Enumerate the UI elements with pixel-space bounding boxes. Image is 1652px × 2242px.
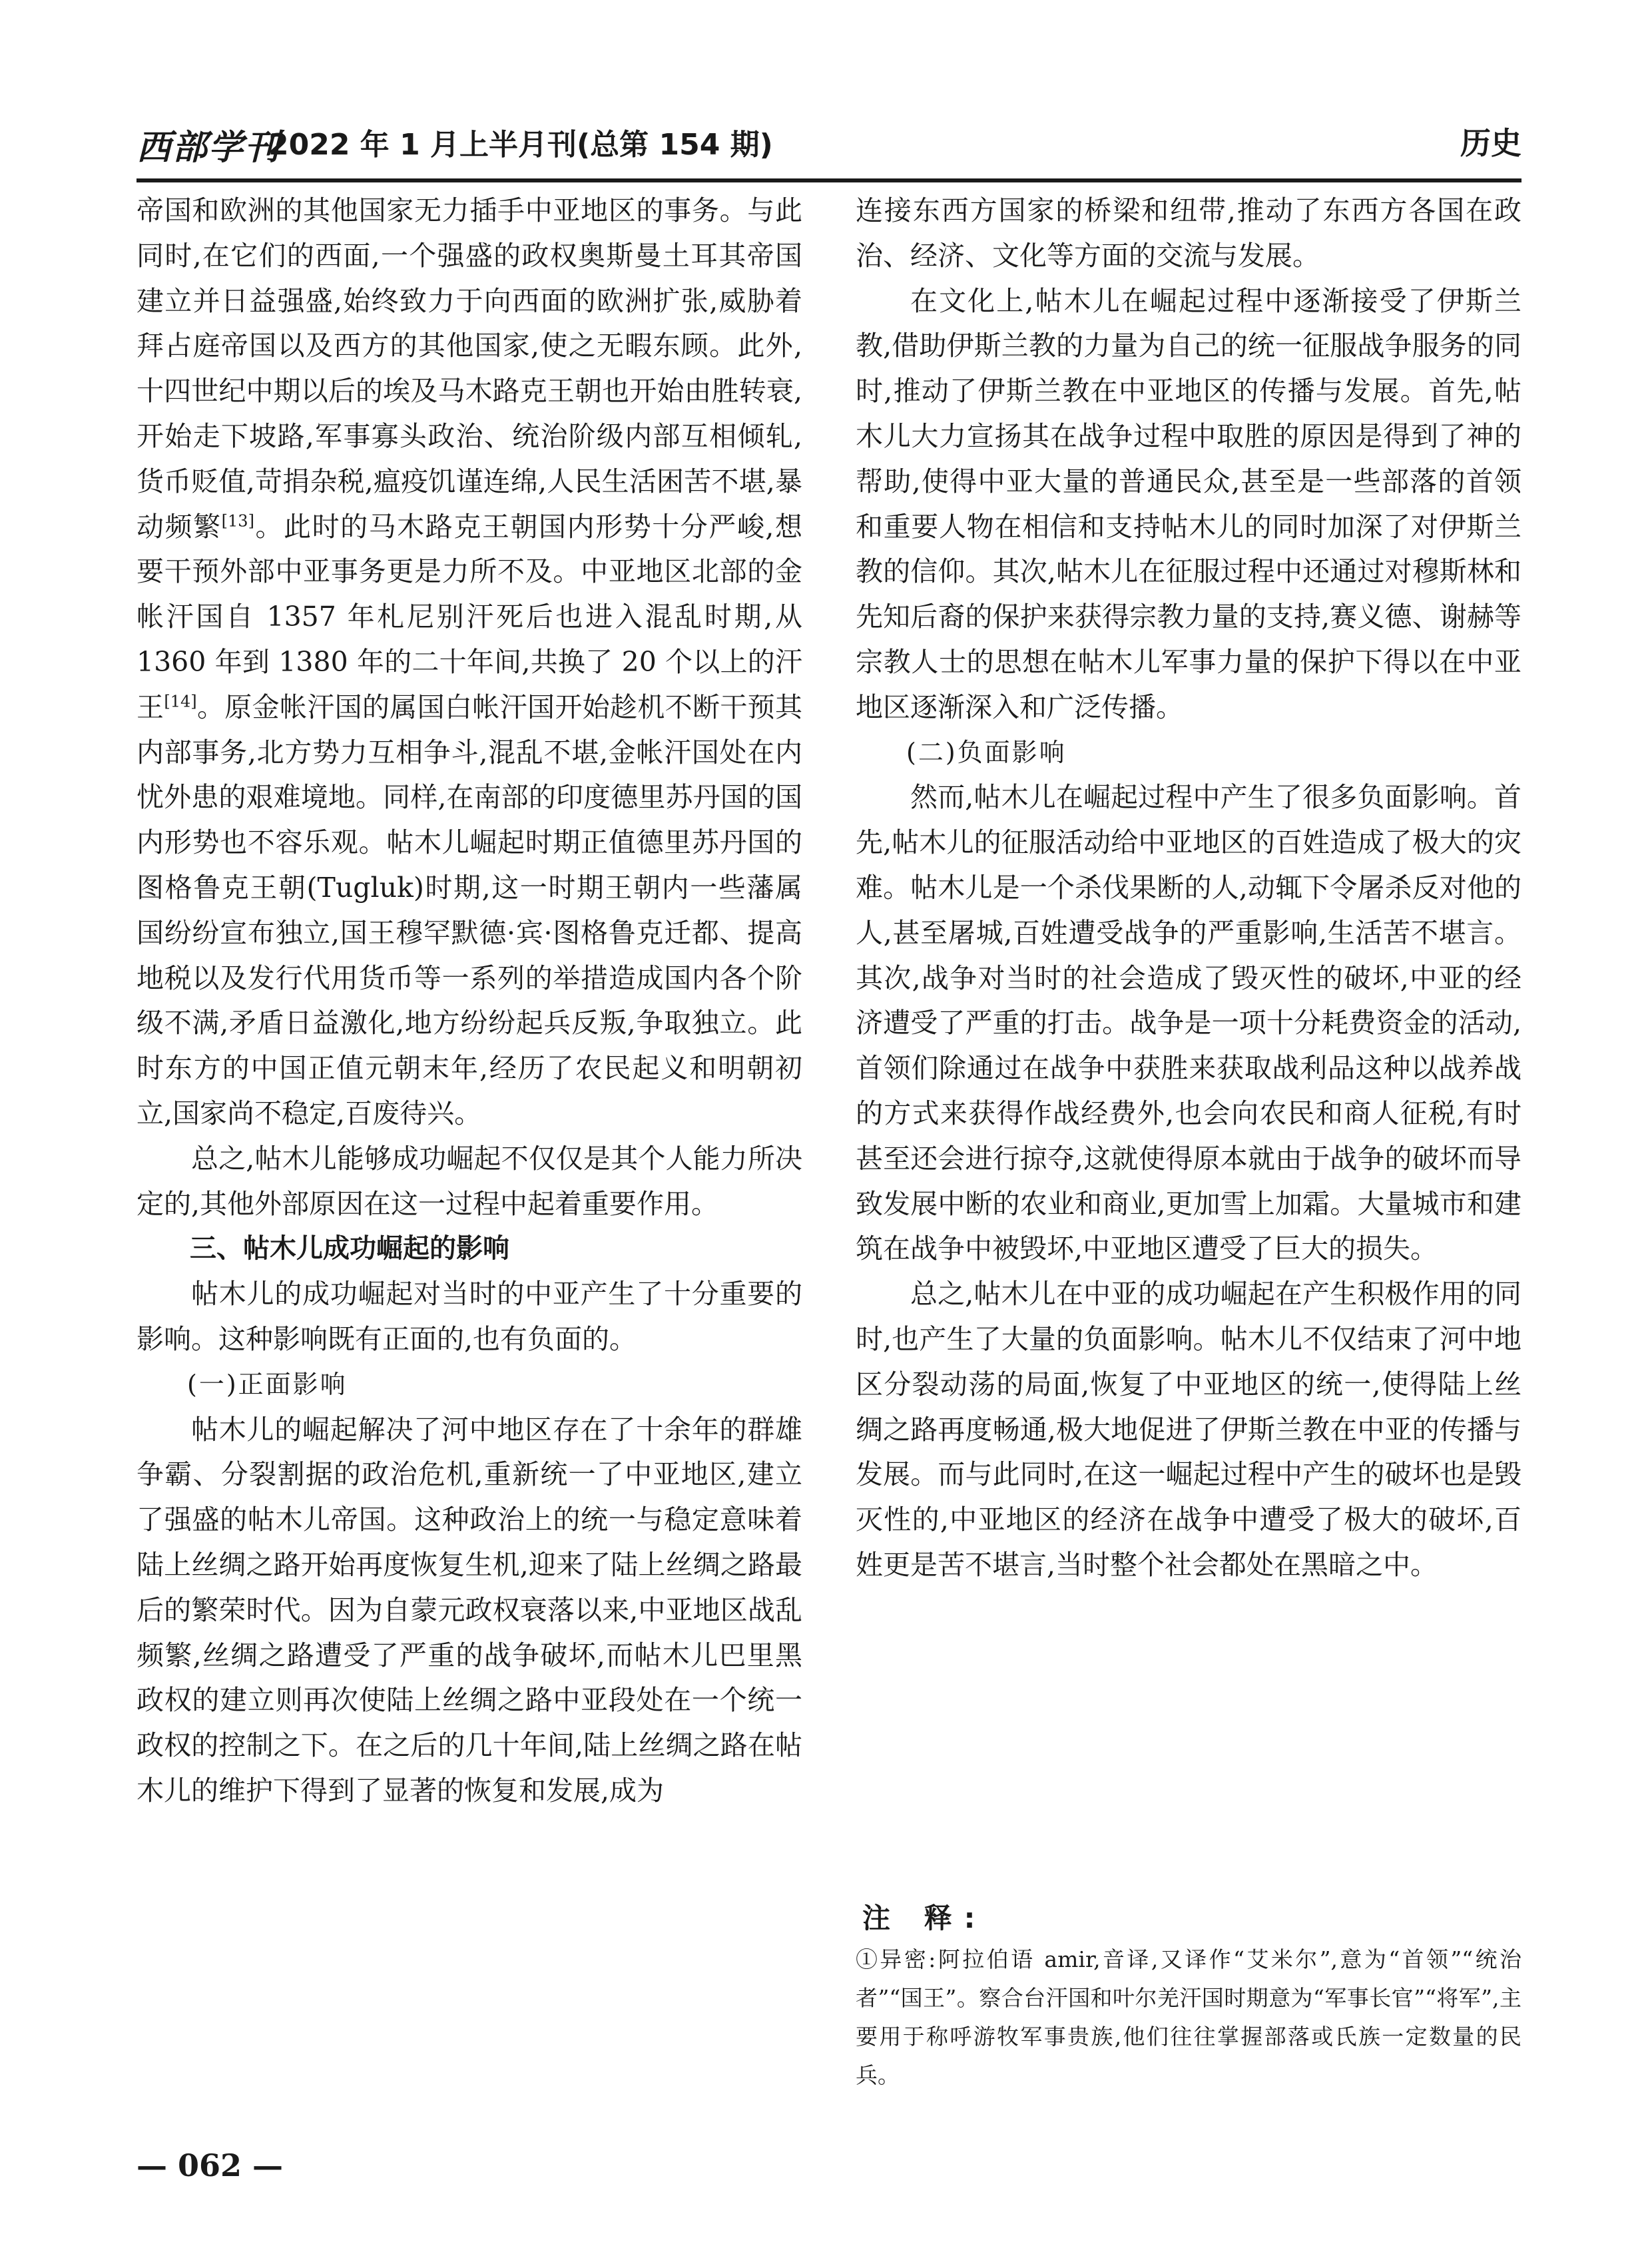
footnote-item: ①异密:阿拉伯语 amir,音译,又译作“艾米尔”,意为“首领”“统治者”“国王”。察合台汗国和叶尔羌汗国时期意为“军事长官”“将军”,主要用于称呼游牧军事贵族,他们往往掌握部落或氏族一定数量的民兵。 [856, 1946, 1521, 2088]
body-paragraph: 连接东西方国家的桥梁和纽带,推动了东西方各国在政治、经济、文化等方面的交流与发展。 [856, 194, 1521, 272]
subsection-heading: (一)正面影响 [187, 1369, 348, 1399]
footnotes [856, 1896, 1521, 2095]
section-tag: 历史 [1460, 125, 1521, 161]
citation: [13] [221, 511, 254, 530]
paragraph-text: 。原金帐汗国的属国白帐汗国开始趁机不断干预其内部事务,北方势力互相争斗,混乱不堪,金帐汗国处在内忧外患的艰难境地。同样,在南部的印度德里苏丹国的国内形势也不容乐观。帖木儿崛起时期正值德里苏丹国的图格鲁克王朝(Tugluk)时期,这一时期王朝内一些藩属国纷纷宣布独立,国王穆罕默德·宾·图格鲁克迁都、提高地税以及发行代用货币等一系列的举措造成国内各个阶级不满,矛盾日益激化,地方纷纷起兵反叛,争取独立。此时东方的中国正值元朝末年,经历了农民起义和明朝初立,国家尚不稳定,百废待兴。 [137, 691, 803, 1129]
citation: [14] [164, 692, 197, 711]
page-header [137, 110, 1521, 170]
paragraph-text: 。此时的马木路克王朝国内形势十分严峻,想要干预外部中亚事务更是力所不及。中亚地区北部的金帐汗国自 1357 年札尼别汗死后也进入混乱时期,从 1360 年到 1380 年的二十年间,共换了 20 个以上的汗王 [137, 510, 803, 723]
body-paragraph: 帖木儿的崛起解决了河中地区存在了十余年的群雄争霸、分裂割据的政治危机,重新统一了中亚地区,建立了强盛的帖木儿帝国。这种政治上的统一与稳定意味着陆上丝绸之路开始再度恢复生机,迎来了陆上丝绸之路最后的繁荣时代。因为自蒙元政权衰落以来,中亚地区战乱频繁,丝绸之路遭受了严重的战争破坏,而帖木儿巴里黑政权的建立则再次使陆上丝绸之路中亚段处在一个统一政权的控制之下。在之后的几十年间,陆上丝绸之路在帖木儿的维护下得到了显著的恢复和发展,成为 [137, 1413, 802, 1807]
header-rule [137, 178, 1521, 182]
notes-title: 注 释: [862, 1902, 987, 1934]
journal-logo: 西部学刊 [137, 127, 281, 168]
body-paragraph: 在文化上,帖木儿在崛起过程中逐渐接受了伊斯兰教,借助伊斯兰教的力量为自己的统一征服战争服务的同时,推动了伊斯兰教在中亚地区的传播与发展。首先,帖木儿大力宣扬其在战争过程中取胜的原因是得到了神的帮助,使得中亚大量的普通民众,甚至是一些部落的首领和重要人物在相信和支持帖木儿的同时加深了对伊斯兰教的信仰。其次,帖木儿在征服过程中还通过对穆斯林和先知后裔的保护来获得宗教力量的支持,赛义德、谢赫等宗教人士的思想在帖木儿军事力量的保护下得以在中亚地区逐渐深入和广泛传播。 [856, 284, 1521, 723]
right-column [856, 188, 1521, 1588]
left-column [137, 188, 802, 1814]
body-paragraph: 帖木儿的成功崛起对当时的中亚产生了十分重要的影响。这种影响既有正面的,也有负面的。 [137, 1278, 802, 1355]
body-paragraph: 总之,帖木儿能够成功崛起不仅仅是其个人能力所决定的,其他外部原因在这一过程中起着重要作用。 [137, 1142, 802, 1220]
journal-issue-info: 2022 年 1 月上半月刊(总第 154 期) [268, 128, 773, 162]
paragraph-text: 帝国和欧洲的其他国家无力插手中亚地区的事务。与此同时,在它们的西面,一个强盛的政权奥斯曼土耳其帝国建立并日益强盛,始终致力于向西面的欧洲扩张,威胁着拜占庭帝国以及西方的其他国家,使之无暇东顾。此外,十四世纪中期以后的埃及马木路克王朝也开始由胜转衰,开始走下坡路,军事寡头政治、统治阶级内部互相倾轧,货币贬值,苛捐杂税,瘟疫饥谨连绵,人民生活困苦不堪,暴动频繁 [137, 194, 802, 543]
body-paragraph: 总之,帖木儿在中亚的成功崛起在产生积极作用的同时,也产生了大量的负面影响。帖木儿不仅结束了河中地区分裂动荡的局面,恢复了中亚地区的统一,使得陆上丝绸之路再度畅通,极大地促进了伊斯兰教在中亚的传播与发展。而与此同时,在这一崛起过程中产生的破坏也是毁灭性的,中亚地区的经济在战争中遭受了极大的破坏,百姓更是苦不堪言,当时整个社会都处在黑暗之中。 [856, 1278, 1521, 1581]
body-paragraph: 然而,帖木儿在崛起过程中产生了很多负面影响。首先,帖木儿的征服活动给中亚地区的百姓造成了极大的灾难。帖木儿是一个杀伐果断的人,动辄下令屠杀反对他的人,甚至屠城,百姓遭受战争的严重影响,生活苦不堪言。其次,战争对当时的社会造成了毁灭性的破坏,中亚的经济遭受了严重的打击。战争是一项十分耗费资金的活动,首领们除通过在战争中获胜来获取战利品这种以战养战的方式来获得作战经费外,也会向农民和商人征税,有时甚至还会进行掠夺,这就使得原本就由于战争的破坏而导致发展中断的农业和商业,更加雪上加霜。大量城市和建筑在战争中被毁坏,中亚地区遭受了巨大的损失。 [856, 781, 1521, 1265]
page-number: — 062 — [137, 2147, 284, 2183]
body-paragraph [137, 188, 802, 1137]
subsection-heading: (二)负面影响 [906, 737, 1067, 767]
section-heading: 三、帖木儿成功崛起的影响 [190, 1233, 509, 1264]
